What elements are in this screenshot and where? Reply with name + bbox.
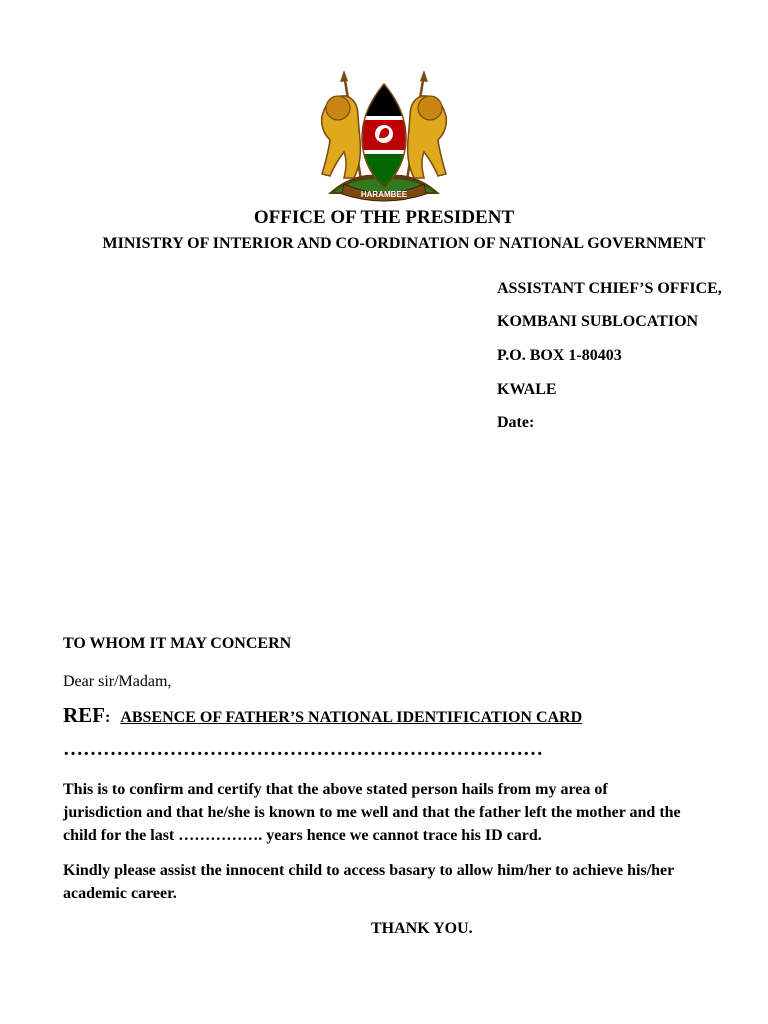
address-line-county: KWALE <box>497 381 557 398</box>
ref-subject: ABSENCE OF FATHER’S NATIONAL IDENTIFICATION CARD <box>120 709 583 726</box>
ref-label: REF <box>63 703 105 727</box>
address-line-pobox: P.O. BOX 1-80403 <box>497 347 622 364</box>
kenya-coat-of-arms-icon <box>314 66 454 206</box>
address-line-sublocation: KOMBANI SUBLOCATION <box>497 313 699 330</box>
closing-thanks: THANK YOU. <box>371 920 473 937</box>
body-paragraph-1: This is to confirm and certify that the above stated person hails from my area of jurisdiction and that he/she is known to me well and that the father left the mother and the child for the last ……………. years hence we cannot trace his ID card. <box>63 781 681 844</box>
dotted-fill-line: ……………………………………………………………… <box>63 738 543 760</box>
ministry-heading: MINISTRY OF INTERIOR AND CO-ORDINATION OF NATIONAL GOVERNMENT <box>102 235 706 252</box>
crest-motto: HARAMBEE <box>360 190 408 199</box>
ref-colon: : <box>105 709 111 726</box>
body-paragraph-2: Kindly please assist the innocent child to access basary to allow him/her to achieve his/her academic career. <box>63 862 674 902</box>
salutation: Dear sir/Madam, <box>63 673 172 690</box>
date-label: Date: <box>497 414 535 431</box>
address-line-office: ASSISTANT CHIEF’S OFFICE, <box>497 280 722 297</box>
office-title: OFFICE OF THE PRESIDENT <box>253 207 515 228</box>
to-whom-heading: TO WHOM IT MAY CONCERN <box>63 635 292 652</box>
reference-line <box>63 703 582 728</box>
